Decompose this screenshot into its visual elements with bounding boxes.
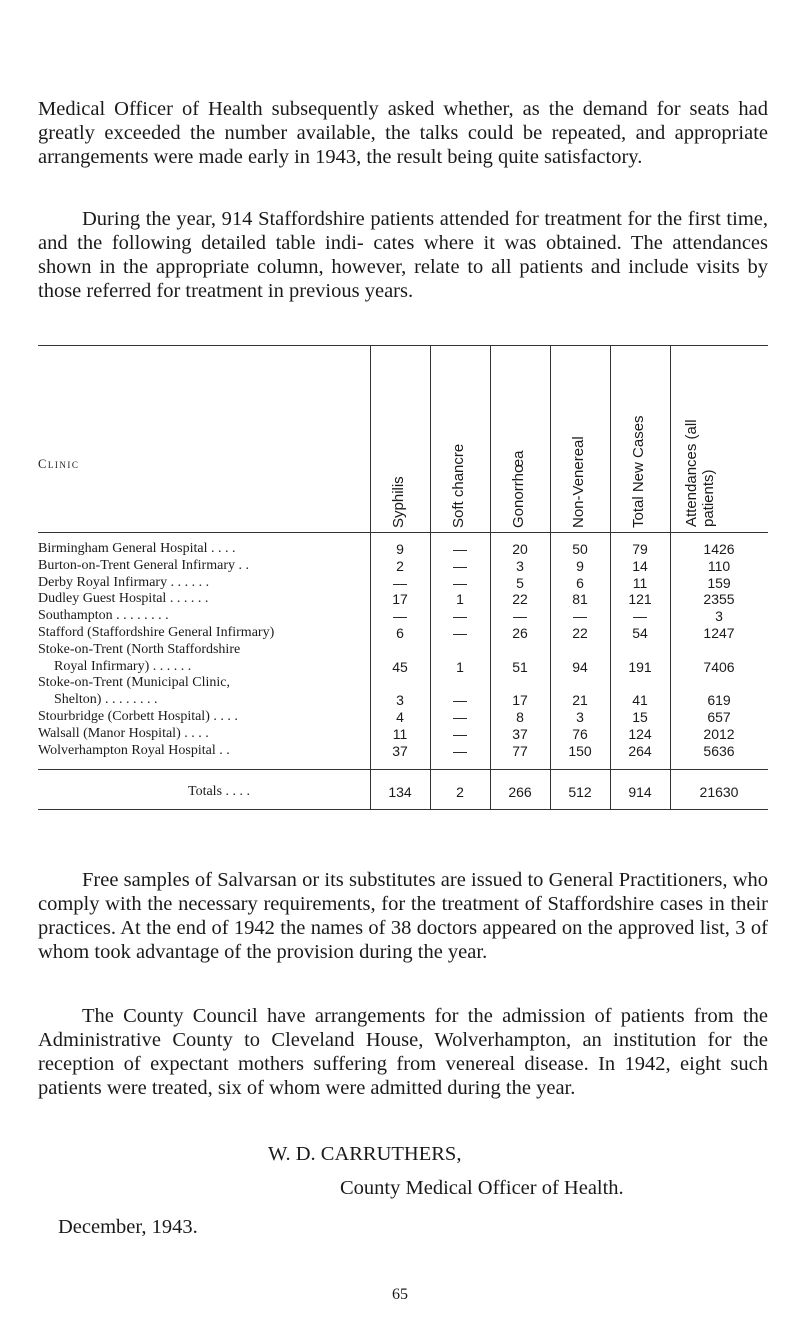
cell-syphilis: 9 [396, 541, 404, 557]
cell-gonorrhoea: 8 [516, 709, 524, 725]
cell-syphilis: 11 [392, 725, 408, 742]
cell-attendances: 619 [707, 692, 731, 709]
cell-attendances: 3 [715, 608, 723, 625]
signature-title: County Medical Officer of Health. [340, 1177, 624, 1199]
row-label: Shelton) . . . . . . . . [54, 692, 158, 708]
column-header-gonorrhoea: Gonorrhœa [510, 450, 527, 528]
cell-non-venereal: 150 [568, 742, 592, 759]
row-label: Southampton . . . . . . . . [38, 608, 169, 624]
cell-attendances: 110 [707, 557, 731, 574]
cell-non-venereal: 6 [576, 574, 584, 591]
cell-soft-chancre: — [453, 608, 467, 625]
paragraph-cleveland-house: The County Council have arrangements for the admission of patients from the Administrative County to Cleveland House, Wolverhampton, an institution for the reception of expectant mothers suffering from venereal disease. In 1942, eight such patients were treated, six of whom were admitted during the year. [38, 1005, 768, 1099]
cell-non-venereal: 76 [572, 725, 588, 742]
cell-gonorrhoea: 5 [516, 574, 524, 591]
cell-syphilis: 37 [392, 742, 408, 759]
cell-soft-chancre: — [453, 709, 467, 725]
cell-syphilis: 17 [392, 591, 408, 608]
cell-total-new-cases: — [633, 608, 647, 625]
cell-total-new-cases: 15 [632, 709, 648, 725]
row-label: Burton-on-Trent General Infirmary . . [38, 557, 249, 573]
paragraph-talks: Medical Officer of Health subsequently asked whether, as the demand for seats had greatly exceeded the number available, the talks could be repeated, and appropriate arrangements were made early in 1943, the result being quite satisfactory. [38, 98, 768, 168]
signature-name: W. D. CARRUTHERS, [268, 1143, 462, 1165]
column-header-total-new-cases: Total New Cases [630, 415, 647, 528]
cell-total-new-cases: 14 [632, 557, 648, 574]
cell-non-venereal: 81 [572, 591, 588, 608]
cell-total-new-cases: 191 [628, 658, 652, 675]
column-header-attendances: Attendances (all patients) [683, 419, 717, 527]
cell-syphilis: 45 [392, 658, 408, 675]
row-label: Stoke-on-Trent (Municipal Clinic, [38, 675, 230, 691]
cell-gonorrhoea: — [513, 608, 527, 625]
cell-syphilis: — [393, 574, 407, 591]
cell-non-venereal: 94 [572, 658, 588, 675]
cell-soft-chancre: — [453, 692, 467, 709]
cell-attendances: 1426 [703, 541, 735, 557]
cell-non-venereal: 9 [576, 557, 584, 574]
totals-syphilis: 134 [388, 784, 412, 800]
signature-date: December, 1943. [58, 1216, 198, 1238]
cell-total-new-cases: 41 [632, 692, 648, 709]
column-header-syphilis: Syphilis [390, 476, 407, 528]
page-number: 65 [392, 1286, 408, 1303]
row-label: Wolverhampton Royal Hospital . . [38, 742, 230, 758]
totals-non-venereal: 512 [568, 784, 592, 800]
cell-non-venereal: 22 [572, 625, 588, 641]
cell-soft-chancre: 1 [456, 658, 464, 675]
table-top-rule [38, 345, 768, 346]
cell-gonorrhoea: 37 [512, 725, 528, 742]
cell-syphilis: — [393, 608, 407, 625]
cell-syphilis: 4 [396, 709, 404, 725]
cell-attendances: 1247 [703, 625, 735, 641]
cell-total-new-cases: 121 [628, 591, 652, 608]
row-label: Dudley Guest Hospital . . . . . . [38, 591, 209, 607]
cell-soft-chancre: — [453, 625, 467, 641]
cell-gonorrhoea: 3 [516, 557, 524, 574]
row-label: Stoke-on-Trent (North Staffordshire [38, 641, 241, 657]
cell-total-new-cases: 54 [632, 625, 648, 641]
cell-gonorrhoea: 77 [512, 742, 528, 759]
cell-attendances: 159 [707, 574, 731, 591]
totals-attendances: 21630 [699, 784, 739, 800]
cell-non-venereal: — [573, 608, 587, 625]
row-label: Derby Royal Infirmary . . . . . . [38, 574, 210, 590]
cell-gonorrhoea: 22 [512, 591, 528, 608]
column-header-soft-chancre: Soft chancre [450, 443, 467, 528]
cell-non-venereal: 3 [576, 709, 584, 725]
totals-label: Totals . . . . [188, 784, 251, 799]
cell-syphilis: 6 [396, 625, 404, 641]
clinic-attendance-table [38, 345, 768, 810]
cell-total-new-cases: 124 [628, 725, 652, 742]
cell-soft-chancre: 1 [456, 591, 464, 608]
row-label: Walsall (Manor Hospital) . . . . [38, 725, 209, 741]
row-label: Royal Infirmary) . . . . . . [54, 658, 192, 674]
cell-total-new-cases: 11 [632, 574, 648, 591]
cell-soft-chancre: — [453, 541, 467, 557]
table-totals-rule [38, 769, 768, 770]
totals-total-new-cases: 914 [628, 784, 652, 800]
cell-soft-chancre: — [453, 742, 467, 759]
cell-gonorrhoea: 26 [512, 625, 528, 641]
cell-non-venereal: 21 [572, 692, 588, 709]
cell-attendances: 2355 [703, 591, 735, 608]
cell-soft-chancre: — [453, 557, 467, 574]
table-bottom-rule [38, 809, 768, 810]
paragraph-attendance-intro: During the year, 914 Staffordshire patients attended for treatment for the first time, and the following detailed table indi- cates where it was obtained. The attendances shown in the appropriate column, however, relate to all patients and include visits by those referred for treatment in previous years. [38, 208, 768, 302]
row-label: Stafford (Staffordshire General Infirmary) [38, 625, 275, 640]
cell-attendances: 7406 [703, 658, 735, 675]
clinic-column-header: Clinic [38, 457, 80, 471]
cell-total-new-cases: 79 [632, 541, 648, 557]
column-header-non-venereal: Non-Venereal [570, 436, 587, 528]
cell-gonorrhoea: 20 [512, 541, 528, 557]
cell-syphilis: 2 [396, 557, 404, 574]
cell-soft-chancre: — [453, 725, 467, 742]
row-label: Birmingham General Hospital . . . . [38, 541, 236, 556]
cell-syphilis: 3 [396, 692, 404, 709]
cell-soft-chancre: — [453, 574, 467, 591]
cell-gonorrhoea: 17 [512, 692, 528, 709]
row-label: Stourbridge (Corbett Hospital) . . . . [38, 709, 238, 724]
cell-non-venereal: 50 [572, 541, 588, 557]
cell-gonorrhoea: 51 [512, 658, 528, 675]
cell-total-new-cases: 264 [628, 742, 652, 759]
totals-soft-chancre: 2 [456, 784, 464, 800]
cell-attendances: 2012 [703, 725, 735, 742]
cell-attendances: 657 [707, 709, 731, 725]
totals-gonorrhoea: 266 [508, 784, 532, 800]
paragraph-salvarsan: Free samples of Salvarsan or its substitutes are issued to General Practitioners, who comply with the necessary requirements, for the treatment of Staffordshire cases in their practices. At the end of 1942 the names of 38 doctors appeared on the approved list, 3 of whom took advantage of the provision during the year. [38, 869, 768, 963]
cell-attendances: 5636 [703, 742, 735, 759]
table-header-rule [38, 532, 768, 533]
